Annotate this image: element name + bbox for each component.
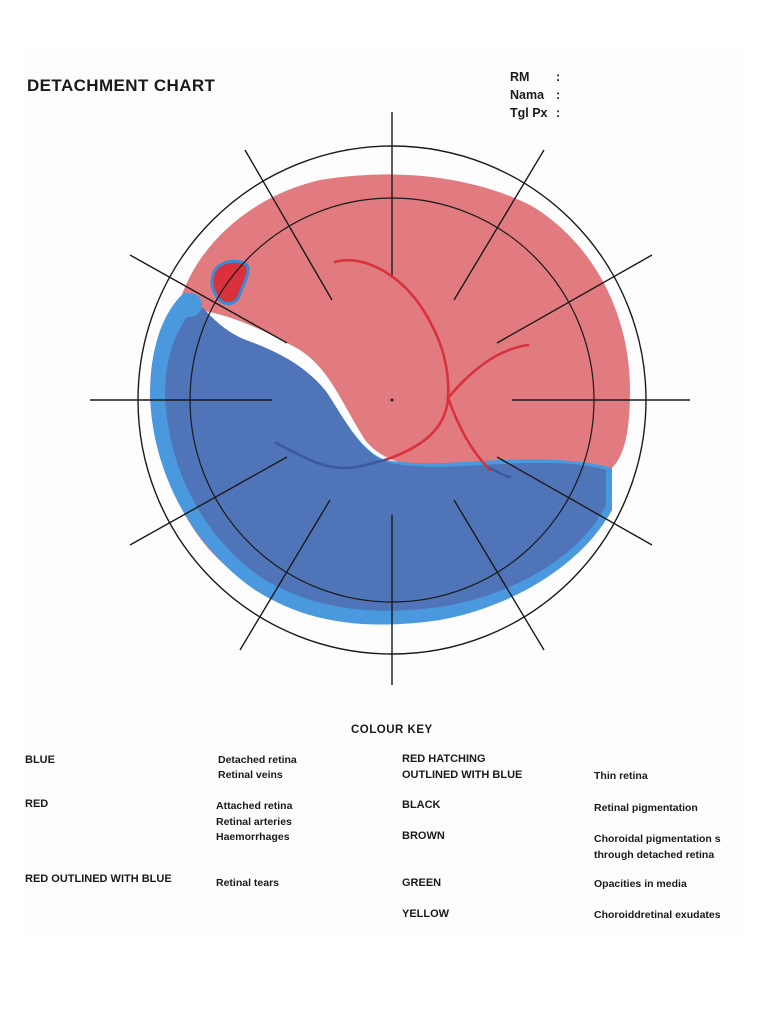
key-meaning-red-1: Attached retina xyxy=(216,800,293,812)
key-meaning-choroidal-2: through detached retina xyxy=(594,849,715,861)
key-colour-red-hatching-1: RED HATCHING xyxy=(402,753,486,765)
colour-key-title: COLOUR KEY xyxy=(351,724,433,736)
key-meaning-opacities: Opacities in media xyxy=(594,878,687,890)
key-colour-black: BLACK xyxy=(402,799,441,811)
key-colour-yellow: YELLOW xyxy=(402,908,450,920)
patient-field-rm: RM : xyxy=(510,70,561,84)
blue-spot xyxy=(178,293,202,317)
key-colour-red-hatching-2: OUTLINED WITH BLUE xyxy=(402,769,523,781)
key-meaning-thin-retina: Thin retina xyxy=(594,770,648,782)
key-meaning-pigmentation: Retinal pigmentation xyxy=(594,802,698,814)
key-meaning-red-3: Haemorrhages xyxy=(216,831,290,843)
key-meaning-choroidal-1: Choroidal pigmentation s xyxy=(594,833,721,845)
patient-field-tgl-px: Tgl Px : xyxy=(510,106,561,120)
page-title: DETACHMENT CHART xyxy=(27,76,216,95)
key-colour-brown: BROWN xyxy=(402,830,445,842)
key-meaning-red-2: Retinal arteries xyxy=(216,816,292,828)
patient-field-nama: Nama : xyxy=(510,88,561,102)
key-colour-red-outlined: RED OUTLINED WITH BLUE xyxy=(25,873,172,885)
key-meaning-blue-2: Retinal veins xyxy=(218,769,283,781)
key-colour-green: GREEN xyxy=(402,877,442,889)
fovea-dot xyxy=(391,399,394,402)
key-colour-red: RED xyxy=(25,798,49,810)
key-meaning-blue-1: Detached retina xyxy=(218,754,297,766)
key-meaning-tears: Retinal tears xyxy=(216,877,280,889)
key-meaning-exudates: Choroiddretinal exudates xyxy=(594,909,721,921)
key-colour-blue: BLUE xyxy=(25,754,55,766)
